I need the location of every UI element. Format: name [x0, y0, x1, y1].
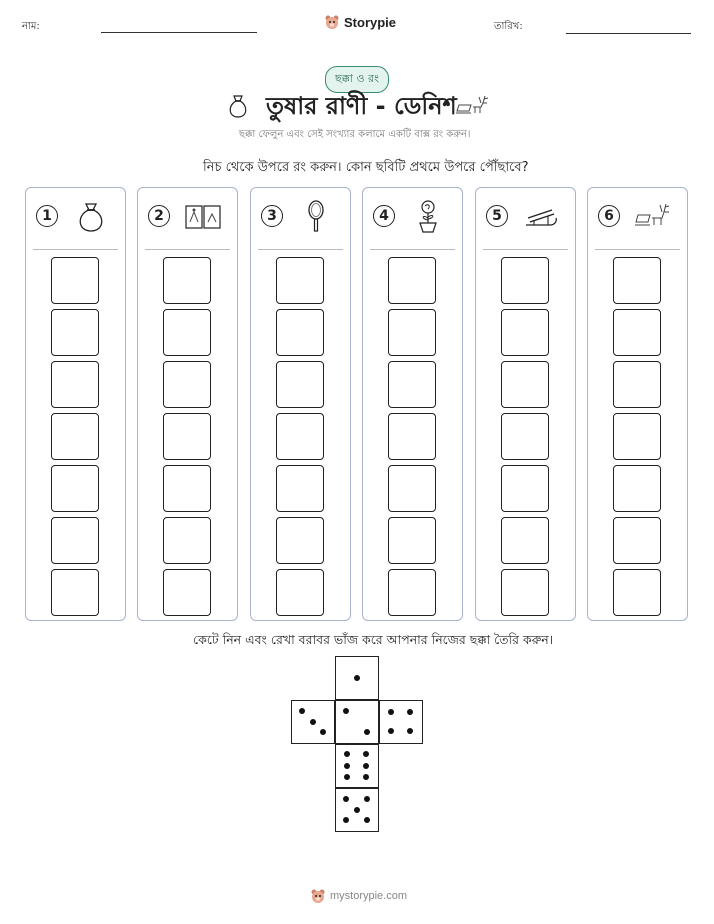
die-face-1 — [335, 656, 379, 700]
race-column-5 — [475, 187, 576, 621]
column-divider — [145, 249, 230, 250]
color-box[interactable] — [388, 517, 436, 564]
die-face-3 — [291, 700, 335, 744]
die-pip — [388, 709, 394, 715]
bear-logo-icon — [310, 888, 326, 904]
game-type-badge: ছক্কা ও রং — [325, 66, 389, 93]
color-box[interactable] — [388, 361, 436, 408]
brand-name: Storypie — [344, 14, 397, 30]
race-column-1 — [25, 187, 126, 621]
column-number: 1 — [36, 205, 58, 227]
page-subtitle: ছক্কা ফেলুন এবং সেই সংখ্যার কলামে একটি বাক্স রং করুন। — [239, 129, 471, 140]
die-face-2 — [335, 700, 379, 744]
column-divider — [370, 249, 455, 250]
color-box[interactable] — [501, 361, 549, 408]
die-pip — [310, 719, 316, 725]
color-box[interactable] — [501, 517, 549, 564]
die-pip — [354, 675, 360, 681]
color-box[interactable] — [51, 257, 99, 304]
die-pip — [364, 796, 370, 802]
die-pip — [344, 774, 350, 780]
die-pip — [364, 729, 370, 735]
color-box[interactable] — [163, 361, 211, 408]
die-pip — [343, 796, 349, 802]
color-box[interactable] — [276, 309, 324, 356]
color-box[interactable] — [276, 413, 324, 460]
color-box[interactable] — [388, 569, 436, 616]
date-line[interactable] — [566, 33, 691, 34]
die-face-6 — [335, 744, 379, 788]
reindeer-sleigh-icon — [634, 198, 672, 234]
die-pip — [354, 807, 360, 813]
sled-icon — [522, 198, 560, 234]
storybook-icon — [184, 198, 222, 234]
color-box[interactable] — [501, 465, 549, 512]
color-box[interactable] — [163, 309, 211, 356]
name-label: নাম: — [22, 21, 40, 32]
die-pip — [299, 708, 305, 714]
date-label: তারিখ: — [494, 21, 523, 32]
brand-logo — [324, 14, 396, 30]
column-number: 4 — [373, 205, 395, 227]
die-pip — [363, 763, 369, 769]
column-number: 2 — [148, 205, 170, 227]
color-box[interactable] — [51, 413, 99, 460]
hand-mirror-icon — [297, 198, 335, 234]
color-box[interactable] — [51, 465, 99, 512]
die-pip — [388, 728, 394, 734]
cut-instruction: কেটে নিন এবং রেখা বরাবর ভাঁজ করে আপনার নিজের ছক্কা তৈরি করুন। — [193, 632, 554, 647]
bear-logo-icon — [324, 14, 340, 30]
sack-icon — [72, 198, 110, 234]
color-box[interactable] — [613, 569, 661, 616]
color-box[interactable] — [388, 413, 436, 460]
column-divider — [258, 249, 343, 250]
die-face-5 — [335, 788, 379, 832]
die-pip — [407, 709, 413, 715]
race-column-6 — [587, 187, 688, 621]
race-column-3 — [250, 187, 351, 621]
color-box[interactable] — [276, 569, 324, 616]
color-box[interactable] — [388, 465, 436, 512]
color-box[interactable] — [501, 257, 549, 304]
color-box[interactable] — [163, 569, 211, 616]
reindeer-sleigh-icon — [455, 93, 491, 117]
die-pip — [407, 728, 413, 734]
race-column-4 — [362, 187, 463, 621]
name-line[interactable] — [101, 32, 257, 33]
color-box[interactable] — [388, 309, 436, 356]
footer — [310, 888, 407, 904]
color-box[interactable] — [613, 465, 661, 512]
color-box[interactable] — [613, 309, 661, 356]
die-pip — [343, 817, 349, 823]
column-number: 6 — [598, 205, 620, 227]
color-box[interactable] — [501, 309, 549, 356]
color-box[interactable] — [51, 309, 99, 356]
color-box[interactable] — [51, 569, 99, 616]
die-pip — [363, 774, 369, 780]
color-box[interactable] — [276, 517, 324, 564]
color-box[interactable] — [51, 361, 99, 408]
color-box[interactable] — [276, 361, 324, 408]
column-divider — [595, 249, 680, 250]
page-title: তুষার রাণী - ডেনিশ — [266, 92, 457, 120]
color-box[interactable] — [613, 361, 661, 408]
sack-icon — [226, 91, 250, 119]
column-divider — [483, 249, 568, 250]
potted-rose-icon — [409, 198, 447, 234]
color-box[interactable] — [388, 257, 436, 304]
color-box[interactable] — [613, 413, 661, 460]
color-box[interactable] — [276, 465, 324, 512]
color-box[interactable] — [276, 257, 324, 304]
die-pip — [343, 708, 349, 714]
color-box[interactable] — [163, 517, 211, 564]
footer-url[interactable]: mystorypie.com — [330, 890, 408, 902]
die-pip — [363, 751, 369, 757]
die-pip — [320, 729, 326, 735]
die-face-4 — [379, 700, 423, 744]
color-box[interactable] — [163, 257, 211, 304]
die-pip — [364, 817, 370, 823]
color-box[interactable] — [163, 413, 211, 460]
color-box[interactable] — [613, 257, 661, 304]
color-box[interactable] — [501, 569, 549, 616]
race-instruction: নিচ থেকে উপরে রং করুন। কোন ছবিটি প্রথমে উপরে পৌঁছাবে? — [203, 160, 529, 175]
race-column-2 — [137, 187, 238, 621]
column-number: 5 — [486, 205, 508, 227]
color-box[interactable] — [51, 517, 99, 564]
color-box[interactable] — [163, 465, 211, 512]
column-divider — [33, 249, 118, 250]
column-number: 3 — [261, 205, 283, 227]
die-pip — [344, 763, 350, 769]
color-box[interactable] — [501, 413, 549, 460]
die-pip — [344, 751, 350, 757]
color-box[interactable] — [613, 517, 661, 564]
